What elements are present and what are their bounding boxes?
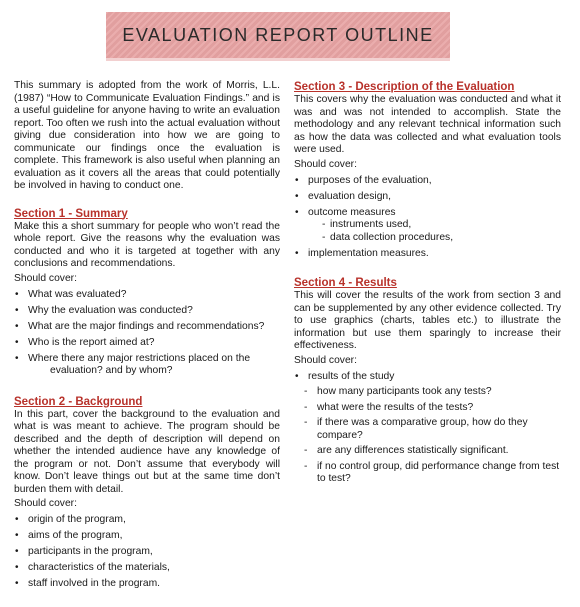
- dash-item: - if there was a comparative group, how do they compare?: [294, 417, 561, 442]
- list-item: • purposes of the evaluation,: [294, 175, 561, 188]
- list-item-text: Where there any major restrictions placed on the: [28, 352, 251, 364]
- intro-paragraph: This summary is adopted from the work of Morris, L.L. (1987) “How to Communicate Evaluation Findings.” and is a useful guideline for anyone having to write an evaluation report. Too often we rush into the actual evaluation without giving due consideration into how we are going to communicate our findings once the evaluation is complete. This framework is also useful when planning an evaluation as it covers all the areas that could potentially be involved in having to conduct one.: [14, 80, 280, 191]
- section1-list: [14, 289, 280, 378]
- dash-item: - what were the results of the tests?: [294, 402, 561, 415]
- list-item: • staff involved in the program.: [14, 578, 280, 591]
- section3-should-cover: Should cover:: [294, 158, 357, 170]
- section4-body: This will cover the results of the work from section 3 and can be supplemented by any other evidence collected. Try to use graphics (charts, tables etc.) to illustrate the information but use them sparingly to increase their effectiveness.: [294, 290, 561, 351]
- section2-should-cover: Should cover:: [14, 498, 77, 509]
- right-column: [294, 80, 561, 486]
- section3-list: [294, 175, 561, 261]
- section4-list: [294, 371, 561, 384]
- dash-item: - if no control group, did performance change from test to test?: [294, 461, 561, 486]
- sub-list-item: - instruments used,: [308, 219, 561, 232]
- list-item: [14, 353, 280, 378]
- section4-should-cover: Should cover:: [294, 354, 357, 366]
- section4-dash-list: [294, 386, 561, 486]
- section1-body: Make this a short summary for people who won’t read the whole report. Give the reasons why the evaluation was conducted and who it is targeted at together with any conclusions and recommendations.: [14, 220, 280, 269]
- section3-heading: Section 3 - Description of the Evaluation: [294, 81, 515, 93]
- list-item: • participants in the program,: [14, 546, 280, 559]
- list-item: • What was evaluated?: [14, 289, 280, 302]
- list-item: • Why the evaluation was conducted?: [14, 305, 280, 318]
- left-column: [14, 80, 280, 591]
- list-item-continuation: evaluation? and by whom?: [50, 365, 173, 376]
- title-banner: [106, 12, 450, 61]
- section3-body: This covers why the evaluation was conducted and what it was and was not intended to accomplish. State the methodology and any relevant technical information such as how the data was collected and what evaluation tools were used.: [294, 94, 561, 155]
- sub-list-item: - data collection procedures,: [308, 232, 561, 245]
- sub-list: [308, 219, 561, 244]
- list-item: • Who is the report aimed at?: [14, 337, 280, 350]
- list-item: • aims of the program,: [14, 530, 280, 543]
- list-item: • results of the study: [294, 371, 561, 384]
- section2-heading: Section 2 - Background: [14, 395, 143, 408]
- dash-item: - are any differences statistically significant.: [294, 445, 561, 458]
- list-item-text: outcome measures: [308, 206, 396, 218]
- list-item: • origin of the program,: [14, 514, 280, 527]
- section1-should-cover: Should cover:: [14, 272, 77, 284]
- section1-heading: Section 1 - Summary: [14, 207, 128, 220]
- list-item: • implementation measures.: [294, 248, 561, 261]
- list-item: • What are the major findings and recommendations?: [14, 321, 280, 334]
- list-item: • characteristics of the materials,: [14, 562, 280, 575]
- list-item: [294, 207, 561, 245]
- dash-item: - how many participants took any tests?: [294, 386, 561, 399]
- section2-body: In this part, cover the background to the evaluation and what is was meant to achieve. The program should be described and the depth of description will depend on whether the intended audience have any knowledge of the program or not. Don’t assume that everybody will know. Don’t leave things out but at the same time don’t burden them with detail.: [14, 408, 280, 495]
- page-title: EVALUATION REPORT OUTLINE: [122, 24, 434, 45]
- list-item: • evaluation design,: [294, 191, 561, 204]
- section2-list: [14, 514, 280, 591]
- section4-heading: Section 4 - Results: [294, 277, 397, 289]
